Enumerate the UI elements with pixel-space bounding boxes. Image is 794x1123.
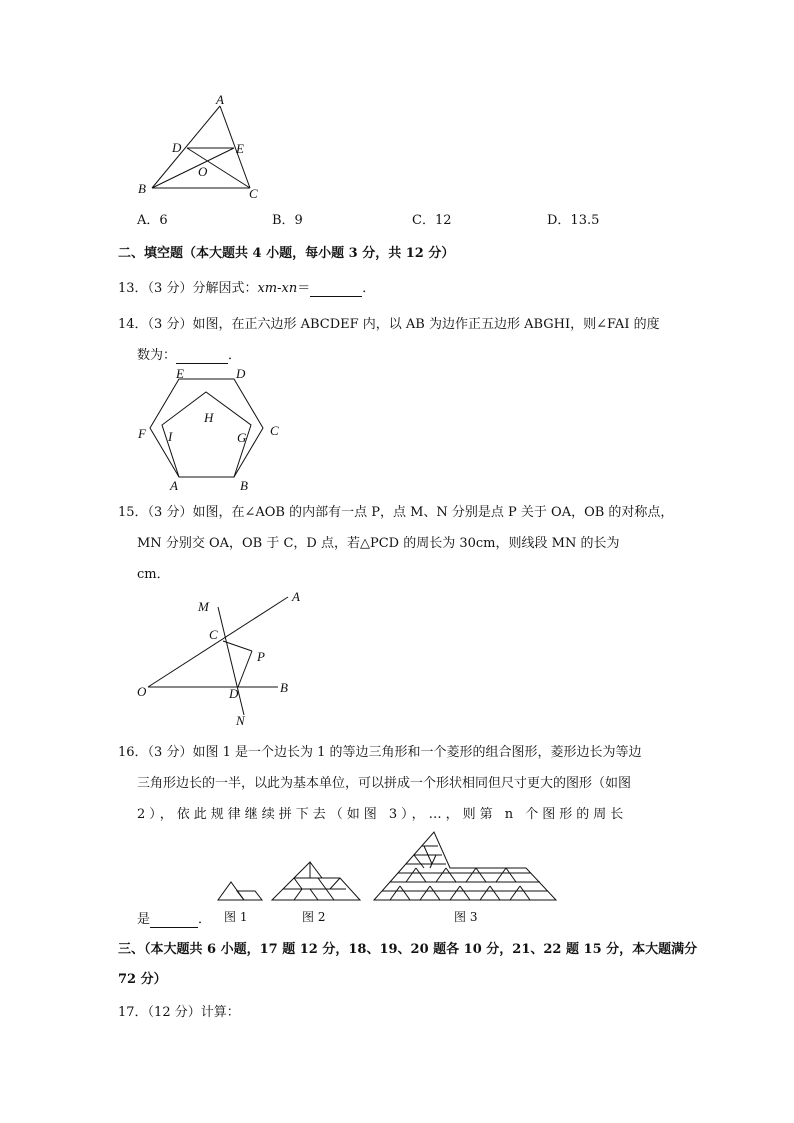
q16-line3: 2），依此规律继续拼下去（如图 3），…，则第 n 个图形的周长 (137, 807, 628, 822)
q16-caption-fig2: 图 2 (302, 910, 326, 924)
label-F: F (138, 426, 146, 441)
q16-caption-fig3: 图 3 (454, 910, 478, 924)
label-D: D (172, 140, 182, 155)
q16-pattern-figures (210, 826, 560, 906)
section3-line1: 三、（本大题共 6 小题，17 题 12 分，18、19、20 题各 10 分，21、22 题 15 分，本大题满分 (118, 942, 698, 957)
label-A: A (216, 92, 224, 107)
q12-option-c: C．12 (412, 213, 452, 228)
q13-expr: xm-xn (257, 281, 298, 296)
label-E: E (176, 366, 184, 381)
section3-line2: 72 分） (118, 972, 167, 987)
q12-option-a: A．6 (137, 213, 168, 228)
q12-option-d: D．13.5 (547, 213, 600, 228)
q14-line2-end: ． (228, 348, 242, 363)
q13-eq: ＝ (297, 281, 311, 296)
label-C: C (209, 627, 218, 642)
label-B: B (240, 478, 248, 493)
label-N: N (236, 713, 245, 728)
label-B: B (280, 680, 288, 695)
label-B: B (138, 181, 146, 196)
label-E: E (236, 141, 244, 156)
label-O: O (198, 164, 208, 179)
label-C: C (249, 186, 258, 201)
q14-line1: 14．（3 分）如图，在正六边形 ABCDEF 内，以 AB 为边作正五边形 ABGHI，则∠FAI 的度 (118, 317, 660, 332)
q14-line2 (137, 344, 241, 364)
label-A: A (292, 589, 300, 604)
q15-line3: cm． (137, 567, 170, 582)
section2-title: 二、填空题（本大题共 4 小题，每小题 3 分，共 12 分） (118, 246, 455, 261)
q12-triangle-figure (130, 92, 270, 204)
q15-line1: 15．（3 分）如图，在∠AOB 的内部有一点 P，点 M、N 分别是点 P 关于 OA，OB 的对称点， (118, 505, 674, 520)
q16-line4-prefix: 是 (137, 912, 151, 927)
q12-option-b: B．9 (272, 213, 303, 228)
q15-angle-figure (130, 585, 310, 730)
q13-end: ． (362, 281, 376, 296)
label-P: P (257, 649, 265, 664)
q16-line1: 16．（3 分）如图 1 是一个边长为 1 的等边三角形和一个菱形的组合图形，菱形边长为等边 (118, 745, 642, 760)
label-M: M (198, 599, 209, 614)
q14-line2-text: 数为： (137, 348, 177, 363)
q13-prefix: 13．（3 分）分解因式： (118, 281, 258, 296)
label-H: H (204, 410, 214, 425)
q16-line4-end: ． (198, 912, 212, 927)
label-G: G (237, 430, 247, 445)
q16-answer-blank (150, 912, 198, 928)
label-A: A (170, 478, 178, 493)
q16-line2: 三角形边长的一半，以此为基本单位，可以拼成一个形状相同但尺寸更大的图形（如图 (137, 776, 632, 791)
label-O: O (137, 684, 147, 699)
q16-caption-fig1: 图 1 (224, 910, 248, 924)
label-D: D (236, 366, 246, 381)
label-C: C (270, 423, 279, 438)
q16-line4 (137, 908, 211, 928)
q13-answer-blank (310, 281, 362, 297)
label-I: I (168, 429, 173, 444)
q15-line2: MN 分别交 OA，OB 于 C，D 点，若△PCD 的周长为 30cm，则线段 MN 的长为 (137, 536, 620, 551)
q17-text: 17．（12 分）计算： (118, 1005, 240, 1020)
label-D: D (229, 686, 239, 701)
q13-text (118, 277, 375, 297)
q14-hexagon-pentagon-figure (130, 362, 300, 494)
